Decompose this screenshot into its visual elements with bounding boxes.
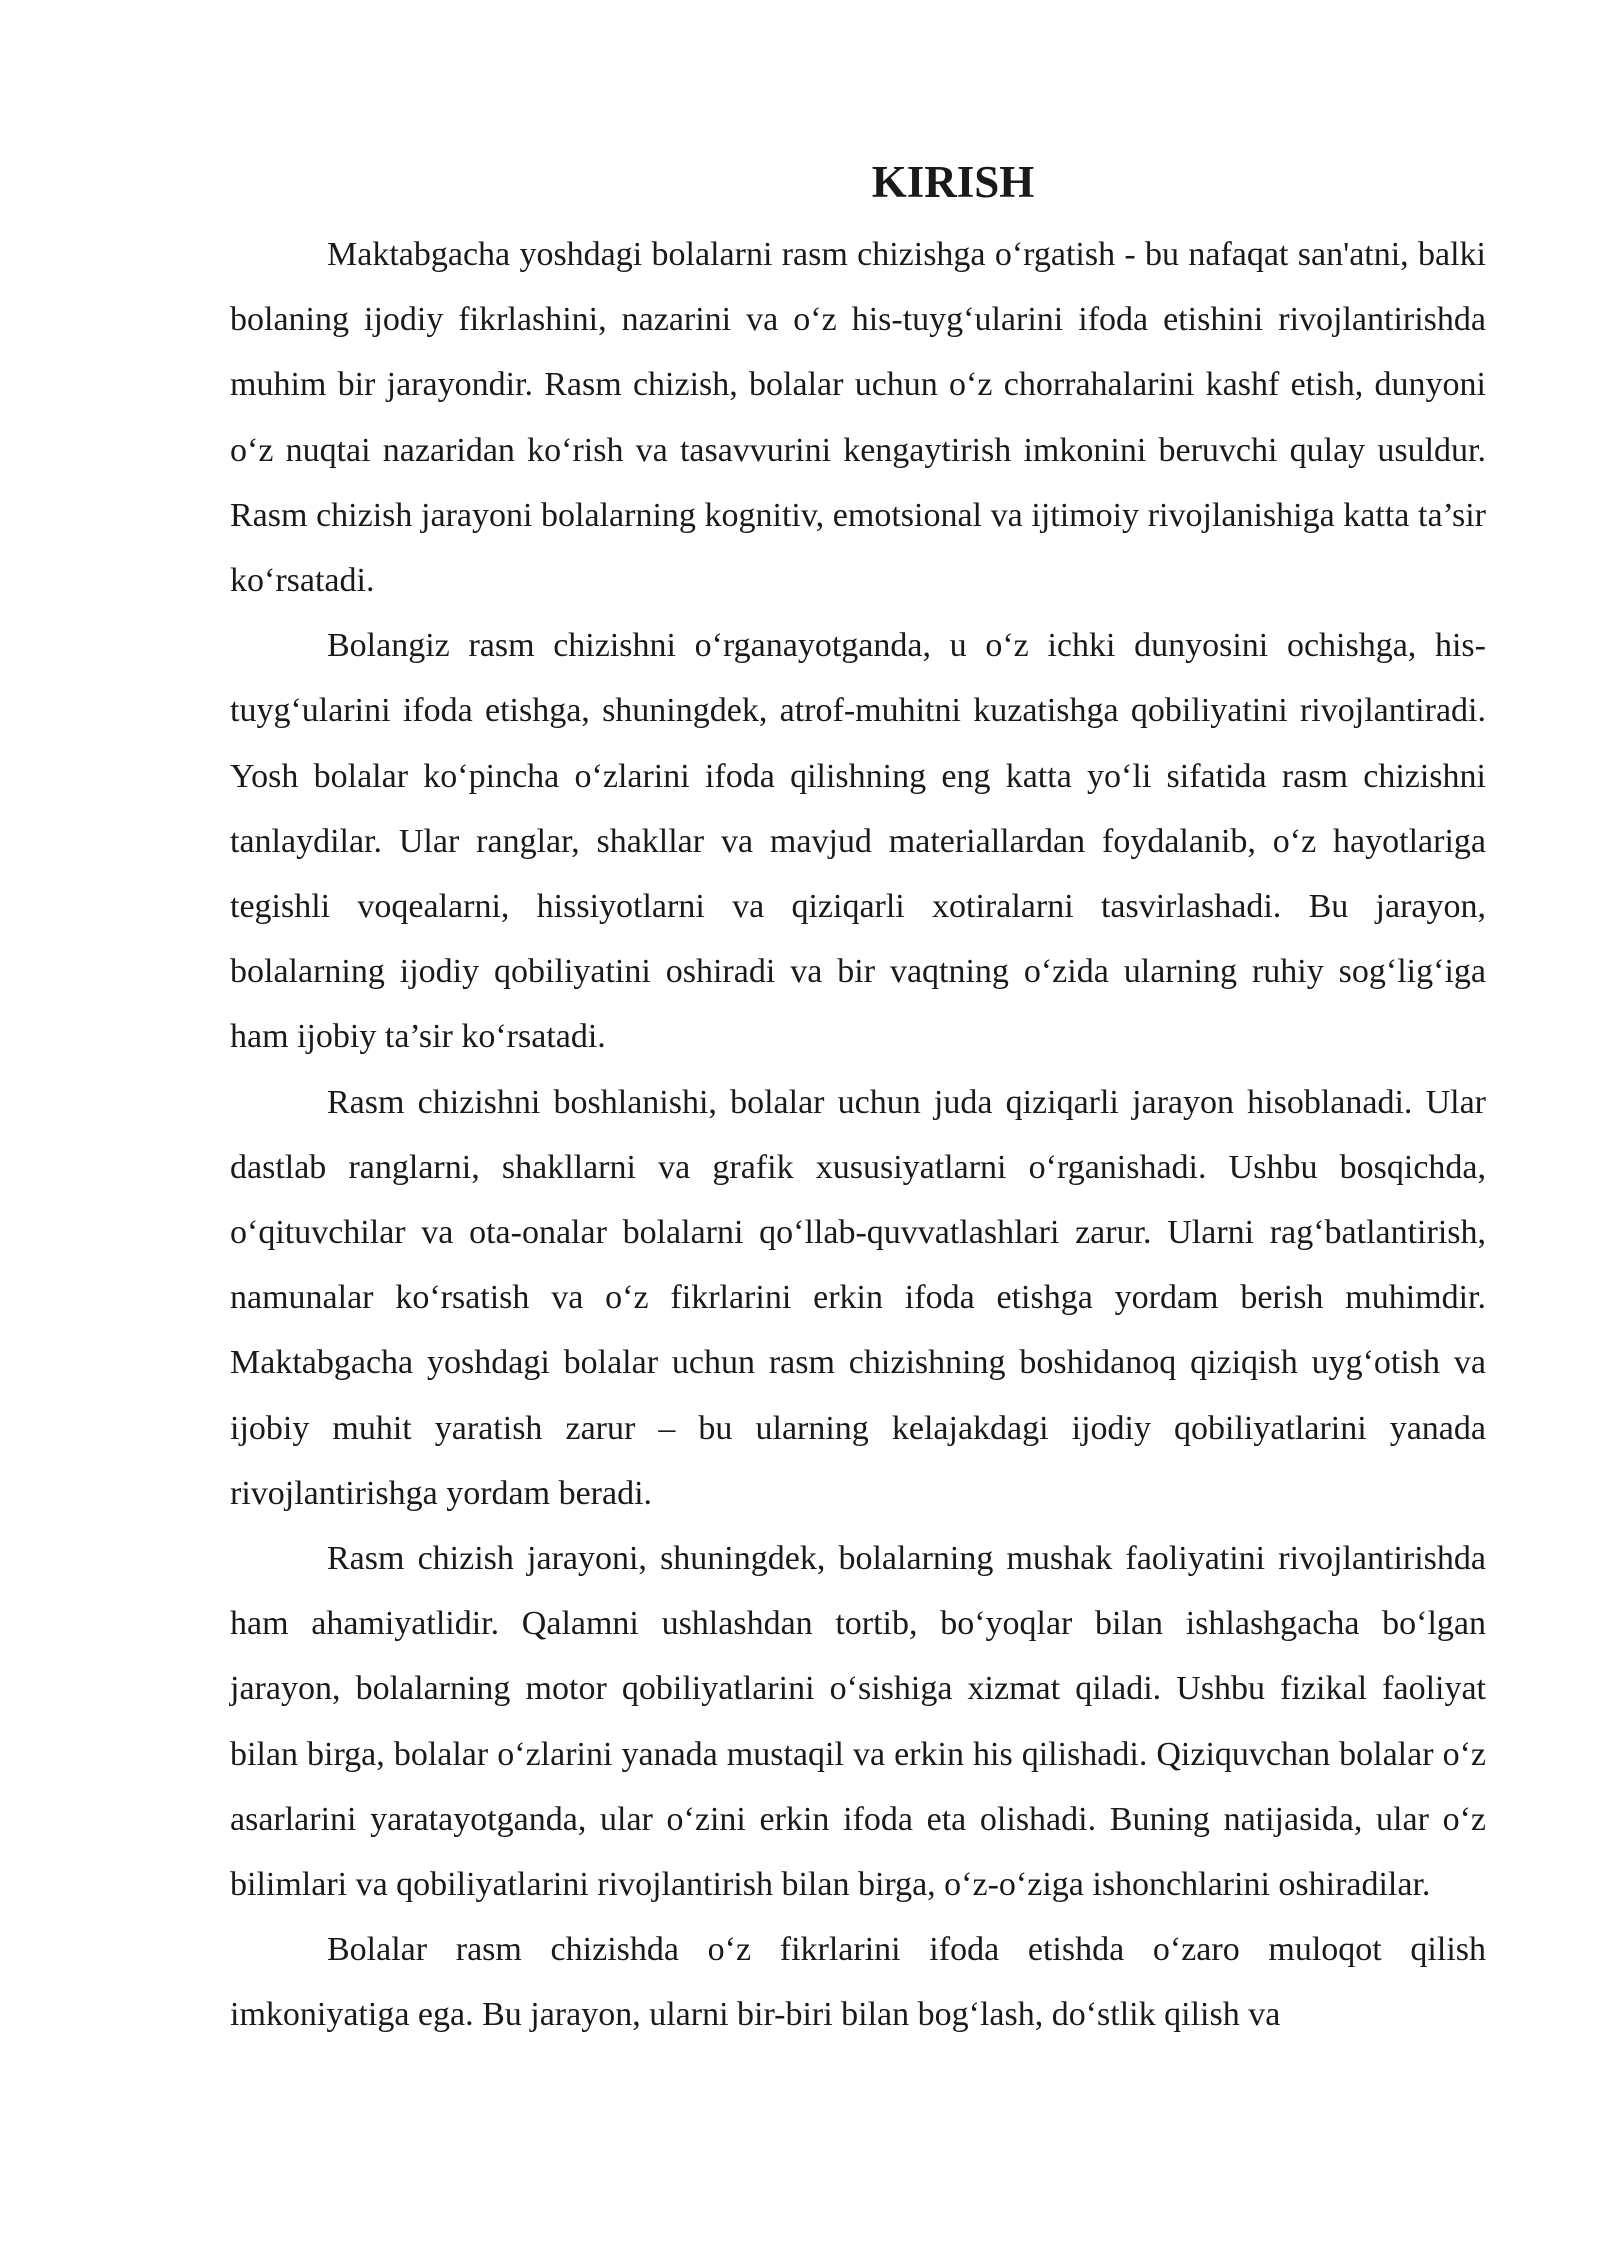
paragraph-4: Rasm chizish jarayoni, shuningdek, bolalarning mushak faoliyatini rivojlantirishda ham ahamiyatlidir. Qalamni ushlashdan tortib, bo‘yoqlar bilan ishlashgacha bo‘lgan jarayon, bolalarning motor qobiliyatlarini o‘sishiga xizmat qiladi. Ushbu fizikal faoliyat bilan birga, bolalar o‘zlarini yanada mustaqil va erkin his qilishadi. Qiziquvchan bolalar o‘z asarlarini yaratayotganda, ular o‘zini erkin ifoda eta olishadi. Buning natijasida, ular o‘z bilimlari va qobiliyatlarini rivojlantirish bilan birga, o‘z-o‘ziga ishonchlarini oshiradilar. bbox=[230, 1540, 1486, 1904]
paragraph-5: Bolalar rasm chizishda o‘z fikrlarini ifoda etishda o‘zaro muloqot qilish imkoniyatiga ega. Bu jarayon, ularni bir-biri bilan bog‘lash, do‘stlik qilish va bbox=[230, 1931, 1486, 2034]
paragraph-2: Bolangiz rasm chizishni o‘rganayotganda, u o‘z ichki dunyosini ochishga, his-tuyg‘ularini ifoda etishga, shuningdek, atrof-muhitni kuzatishga qobiliyatini rivojlantiradi. Yosh bolalar ko‘pincha o‘zlarini ifoda qilishning eng katta yo‘li sifatida rasm chizishni tanlaydilar. Ular ranglar, shakllar va mavjud materiallardan foydalanib, o‘z hayotlariga tegishli voqealarni, hissiyotlarni va qiziqarli xotiralarni tasvirlashadi. Bu jarayon, bolalarning ijodiy qobiliyatini oshiradi va bir vaqtning o‘zida ularning ruhiy sog‘lig‘iga ham ijobiy ta’sir ko‘rsatadi. bbox=[230, 627, 1486, 1056]
page-title: KIRISH bbox=[871, 157, 1035, 207]
paragraph-1: Maktabgacha yoshdagi bolalarni rasm chizishga o‘rgatish - bu nafaqat san'atni, balki bolaning ijodiy fikrlashini, nazarini va o‘z his-tuyg‘ularini ifoda etishini rivojlantirishda muhim bir jarayondir. Rasm chizish, bolalar uchun o‘z chorrahalarini kashf etish, dunyoni o‘z nuqtai nazaridan ko‘rish va tasavvurini kengaytirish imkonini beruvchi qulay usuldur. Rasm chizish jarayoni bolalarning kognitiv, emotsional va ijtimoiy rivojlanishiga katta ta’sir ko‘rsatadi. bbox=[230, 236, 1486, 600]
document-body bbox=[230, 150, 1486, 2048]
paragraph-3: Rasm chizishni boshlanishi, bolalar uchun juda qiziqarli jarayon hisoblanadi. Ular dastlab ranglarni, shakllarni va grafik xususiyatlarni o‘rganishadi. Ushbu bosqichda, o‘qituvchilar va ota-onalar bolalarni qo‘llab-quvvatlashlari zarur. Ularni rag‘batlantirish, namunalar ko‘rsatish va o‘z fikrlarini erkin ifoda etishga yordam berish muhimdir. Maktabgacha yoshdagi bolalar uchun rasm chizishning boshidanoq qiziqish uyg‘otish va ijobiy muhit yaratish zarur – bu ularning kelajakdagi ijodiy qobiliyatlarini yanada rivojlantirishga yordam beradi. bbox=[230, 1083, 1486, 1512]
